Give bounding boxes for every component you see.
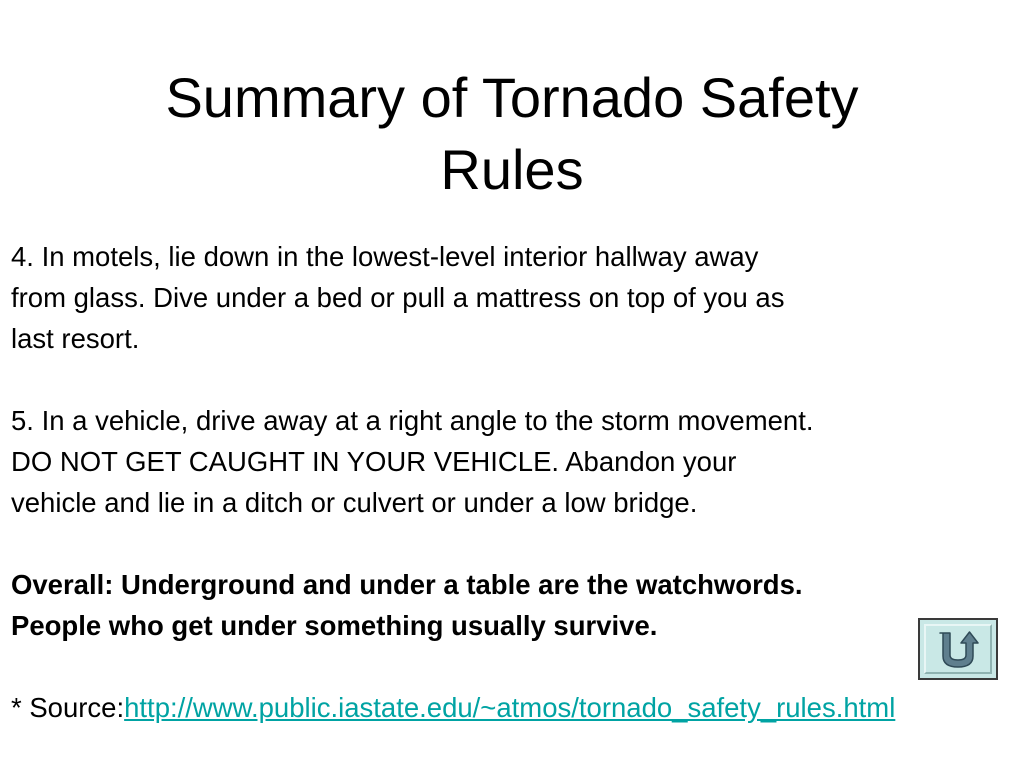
rule-5-line-2: DO NOT GET CAUGHT IN YOUR VEHICLE. Abandon your — [11, 446, 737, 477]
source-label: * Source: — [11, 692, 125, 723]
rule-5-line-3: vehicle and lie in a ditch or culvert or under a low bridge. — [11, 487, 698, 518]
title-line-2: Rules — [440, 138, 584, 201]
paragraph-spacer — [11, 359, 1016, 400]
rule-4-paragraph — [11, 236, 1016, 359]
rule-5-paragraph — [11, 400, 1016, 523]
rule-4-line-2: from glass. Dive under a bed or pull a mattress on top of you as — [11, 282, 785, 313]
overall-line-1: Overall: Underground and under a table are the watchwords. — [11, 569, 803, 600]
slide-body — [11, 236, 1016, 728]
source-link[interactable]: http://www.public.iastate.edu/~atmos/tornado_safety_rules.html — [124, 692, 896, 723]
source-paragraph — [11, 687, 1016, 728]
slide-title — [0, 62, 1024, 206]
source-line — [11, 687, 1016, 728]
paragraph-spacer — [11, 523, 1016, 564]
return-button-bevel — [924, 624, 992, 674]
title-line-1: Summary of Tornado Safety — [165, 66, 859, 129]
rule-5-line-1: 5. In a vehicle, drive away at a right angle to the storm movement. — [11, 405, 814, 436]
u-turn-return-icon — [935, 629, 981, 669]
rule-4-line-1: 4. In motels, lie down in the lowest-level interior hallway away — [11, 241, 759, 272]
overall-line-2: People who get under something usually survive. — [11, 610, 658, 641]
overall-summary-paragraph — [11, 564, 1016, 646]
paragraph-spacer — [11, 646, 1016, 687]
return-button[interactable] — [918, 618, 998, 680]
rule-4-line-3: last resort. — [11, 323, 140, 354]
